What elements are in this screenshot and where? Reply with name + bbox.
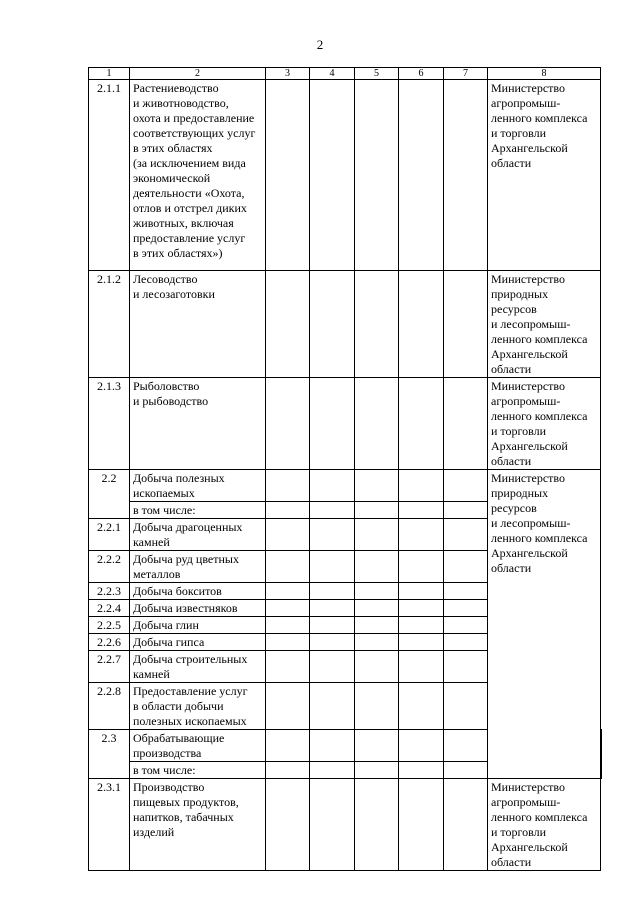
value-cell: [444, 762, 488, 779]
value-cell: [601, 730, 602, 779]
value-cell: [266, 378, 310, 470]
value-cell: [399, 600, 444, 617]
value-cell: [266, 502, 310, 519]
row-name: Производство пищевых продуктов, напитков, табачных изделий: [130, 779, 266, 871]
header-cell: 1: [89, 68, 130, 80]
row-ministry: Министерство агропромыш- ленного комплекса и торговли Архангельской области: [488, 80, 601, 271]
row-code: 2.1.2: [89, 271, 130, 378]
value-cell: [399, 502, 444, 519]
header-cell: 7: [444, 68, 488, 80]
row-name: в том числе:: [130, 502, 266, 519]
value-cell: [266, 617, 310, 634]
row-code: 2.3: [89, 730, 130, 779]
header-cell: 8: [488, 68, 601, 80]
value-cell: [399, 617, 444, 634]
table-row: [89, 80, 602, 271]
value-cell: [310, 271, 355, 378]
table-row: [89, 378, 602, 470]
value-cell: [355, 583, 399, 600]
value-cell: [399, 779, 444, 871]
row-ministry: Министерство природных ресурсов и лесопромыш- ленного комплекса Архангельской области: [488, 470, 601, 779]
table-row: [89, 779, 602, 871]
value-cell: [444, 378, 488, 470]
value-cell: [266, 583, 310, 600]
row-name: Лесоводство и лесозаготовки: [130, 271, 266, 378]
value-cell: [444, 779, 488, 871]
value-cell: [355, 683, 399, 730]
row-code: 2.2.5: [89, 617, 130, 634]
header-cell: 4: [310, 68, 355, 80]
value-cell: [399, 80, 444, 271]
value-cell: [266, 634, 310, 651]
row-code: 2.2.8: [89, 683, 130, 730]
value-cell: [399, 378, 444, 470]
value-cell: [266, 271, 310, 378]
value-cell: [310, 470, 355, 502]
value-cell: [266, 651, 310, 683]
row-name: Добыча драгоценных камней: [130, 519, 266, 551]
row-name: Растениеводство и животноводство, охота и предоставление соответствующих услуг в этих областях (за исключением вида экономической деятельности «Охота, отлов и отстрел диких животных, включая предоставление услуг в этих областях»): [130, 80, 266, 271]
value-cell: [266, 762, 310, 779]
value-cell: [399, 271, 444, 378]
row-code: 2.2.3: [89, 583, 130, 600]
value-cell: [399, 651, 444, 683]
value-cell: [444, 551, 488, 583]
value-cell: [266, 80, 310, 271]
row-name: Добыча полезных ископаемых: [130, 470, 266, 502]
value-cell: [444, 470, 488, 502]
row-name: Добыча бокситов: [130, 583, 266, 600]
value-cell: [310, 617, 355, 634]
value-cell: [266, 779, 310, 871]
header-row: [89, 68, 602, 80]
value-cell: [310, 583, 355, 600]
row-name: Добыча гипса: [130, 634, 266, 651]
value-cell: [355, 271, 399, 378]
value-cell: [266, 683, 310, 730]
value-cell: [310, 651, 355, 683]
value-cell: [444, 651, 488, 683]
row-code: 2.2.7: [89, 651, 130, 683]
activity-table: [88, 67, 602, 871]
value-cell: [310, 80, 355, 271]
value-cell: [355, 762, 399, 779]
value-cell: [399, 519, 444, 551]
value-cell: [444, 683, 488, 730]
row-code: 2.2.1: [89, 519, 130, 551]
value-cell: [355, 600, 399, 617]
row-name: Добыча руд цветных металлов: [130, 551, 266, 583]
value-cell: [310, 779, 355, 871]
value-cell: [355, 519, 399, 551]
value-cell: [444, 600, 488, 617]
row-name: в том числе:: [130, 762, 266, 779]
value-cell: [444, 519, 488, 551]
row-code: 2.2.2: [89, 551, 130, 583]
value-cell: [310, 551, 355, 583]
value-cell: [444, 80, 488, 271]
row-name: Добыча глин: [130, 617, 266, 634]
value-cell: [266, 470, 310, 502]
value-cell: [399, 762, 444, 779]
value-cell: [355, 779, 399, 871]
value-cell: [355, 617, 399, 634]
value-cell: [310, 502, 355, 519]
row-name: Добыча известняков: [130, 600, 266, 617]
value-cell: [399, 683, 444, 730]
value-cell: [399, 730, 444, 762]
value-cell: [266, 600, 310, 617]
row-code: 2.2.4: [89, 600, 130, 617]
table-row: [89, 271, 602, 378]
value-cell: [266, 730, 310, 762]
row-code: 2.1.1: [89, 80, 130, 271]
row-code: 2.2.6: [89, 634, 130, 651]
row-ministry: Министерство агропромыш- ленного комплекса и торговли Архангельской области: [488, 378, 601, 470]
value-cell: [399, 583, 444, 600]
value-cell: [399, 634, 444, 651]
value-cell: [310, 519, 355, 551]
value-cell: [444, 583, 488, 600]
row-name: Предоставление услуг в области добычи полезных ископаемых: [130, 683, 266, 730]
row-name: Добыча строительных камней: [130, 651, 266, 683]
header-cell: 3: [266, 68, 310, 80]
table-row: [89, 470, 602, 502]
page-number: 2: [316, 37, 324, 52]
value-cell: [355, 651, 399, 683]
value-cell: [266, 519, 310, 551]
header-cell: 5: [355, 68, 399, 80]
value-cell: [266, 551, 310, 583]
value-cell: [399, 470, 444, 502]
value-cell: [310, 634, 355, 651]
value-cell: [444, 502, 488, 519]
value-cell: [444, 271, 488, 378]
header-cell: 2: [130, 68, 266, 80]
value-cell: [355, 634, 399, 651]
row-name: Обрабатывающие производства: [130, 730, 266, 762]
value-cell: [444, 617, 488, 634]
row-ministry: Министерство природных ресурсов и лесопромыш- ленного комплекса Архангельской области: [488, 271, 601, 378]
value-cell: [355, 502, 399, 519]
value-cell: [310, 730, 355, 762]
value-cell: [355, 80, 399, 271]
value-cell: [355, 470, 399, 502]
value-cell: [310, 600, 355, 617]
value-cell: [310, 378, 355, 470]
value-cell: [444, 730, 488, 762]
value-cell: [399, 551, 444, 583]
value-cell: [355, 730, 399, 762]
value-cell: [310, 683, 355, 730]
row-ministry: Министерство агропромыш- ленного комплекса и торговли Архангельской области: [488, 779, 601, 871]
row-code: 2.2: [89, 470, 130, 519]
row-name: Рыболовство и рыбоводство: [130, 378, 266, 470]
value-cell: [355, 551, 399, 583]
row-code: 2.3.1: [89, 779, 130, 871]
header-cell: 6: [399, 68, 444, 80]
value-cell: [355, 378, 399, 470]
value-cell: [444, 634, 488, 651]
row-code: 2.1.3: [89, 378, 130, 470]
value-cell: [310, 762, 355, 779]
